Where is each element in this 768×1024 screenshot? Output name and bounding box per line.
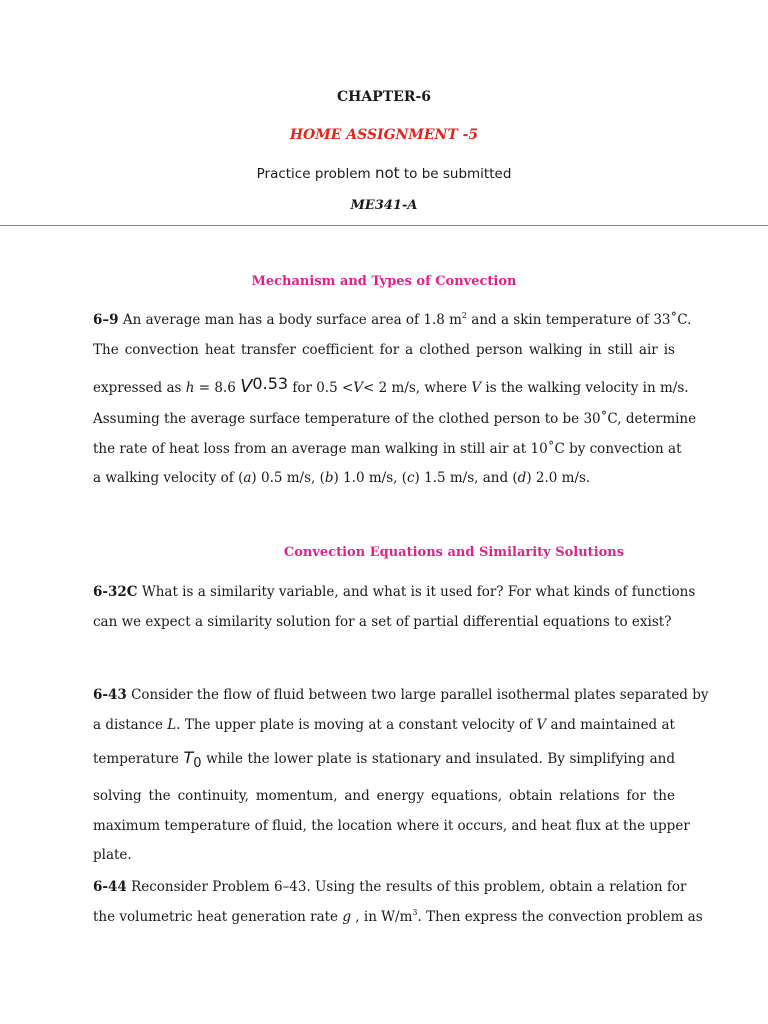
problem-text: the volumetric heat generation rate [93, 908, 343, 925]
problem-line [93, 578, 696, 608]
problem-text: Consider the flow of fluid between two large parallel isothermal plates separated by [126, 687, 709, 703]
problem-text: . The upper plate is moving at a constant velocity of [176, 716, 537, 733]
variable-t: T [183, 748, 194, 767]
problem-6-9 [93, 306, 697, 494]
problem-number: 6–9 [93, 312, 119, 328]
section-title-mechanism: Mechanism and Types of Convection [251, 274, 517, 289]
practice-note-after: to be submitted [399, 166, 512, 182]
problem-text: ) 0.5 m/s, ( [251, 470, 325, 486]
problem-text: and maintained at [546, 716, 675, 733]
variable-g: g [342, 908, 351, 925]
problem-text: and a skin temperature of 33˚C. [467, 312, 692, 328]
problem-6-43 [93, 681, 709, 871]
problem-text: Reconsider Problem 6–43. Using the results of this problem, obtain a relation for [126, 879, 687, 895]
problem-text: is the walking velocity in m/s. [481, 380, 689, 396]
variable-v: V [353, 380, 364, 396]
part-label: c [406, 470, 415, 486]
problem-text: for 0.5 < [288, 380, 354, 396]
chapter-title: CHAPTER-6 [336, 89, 432, 105]
problem-number: 6-44 [93, 879, 127, 895]
problem-text: = 8.6 [194, 380, 241, 396]
problem-text: . Then express the convection problem as [417, 908, 703, 925]
problem-text: expressed as [93, 380, 186, 396]
problem-line [93, 740, 675, 782]
assignment-title: HOME ASSIGNMENT -5 [289, 127, 479, 143]
problem-line: The convection heat transfer coefficient for a clothed person walking in still air is [93, 341, 675, 358]
subscript: 0 [193, 756, 202, 771]
problem-line [93, 365, 689, 405]
problem-line: solving the continuity, momentum, and energy equations, obtain relations for the [93, 788, 675, 804]
problem-text: a distance [93, 716, 168, 733]
problem-line: maximum temperature of fluid, the location where it occurs, and heat flux at the upper [93, 817, 690, 834]
header-divider [0, 225, 768, 226]
problem-text: < 2 m/s, where [363, 380, 472, 396]
problem-6-44 [93, 873, 703, 932]
problem-line: the rate of heat loss from an average man walking in still air at 10˚C by convection at [93, 440, 682, 457]
part-label: b [324, 470, 334, 486]
problem-text: ) 1.5 m/s, and ( [414, 470, 518, 486]
variable-v: V [471, 380, 482, 396]
problem-line: Assuming the average surface temperature of the clothed person to be 30˚C, determine [93, 411, 697, 427]
problem-text: while the lower plate is stationary and insulated. By simplifying and [201, 751, 675, 767]
part-label: a [243, 470, 252, 486]
practice-note-emphasis: not [374, 164, 400, 182]
problem-line [93, 306, 692, 336]
problem-text: , in W/m [351, 908, 413, 925]
problem-number: 6-43 [93, 687, 127, 703]
problem-number: 6-32C [93, 584, 138, 600]
superscript: 3 [412, 907, 418, 917]
superscript: 2 [461, 311, 467, 320]
practice-note-before: Practice problem [256, 166, 375, 182]
problem-text: temperature [93, 751, 184, 767]
variable-v: V [240, 376, 253, 397]
problem-text: What is a similarity variable, and what is it used for? For what kinds of functions [137, 584, 696, 600]
problem-line [93, 873, 687, 903]
problem-line [93, 464, 675, 494]
course-code: ME341-A [350, 198, 418, 213]
exponent: 0.53 [252, 374, 289, 393]
practice-note [0, 164, 768, 182]
problem-line [93, 711, 675, 741]
problem-line: plate. [93, 847, 132, 863]
part-label: d [517, 470, 527, 486]
section-title-similarity: Convection Equations and Similarity Solutions [283, 545, 625, 560]
problem-line [93, 681, 709, 711]
variable-v: V [536, 716, 547, 733]
problem-text: ) 2.0 m/s. [526, 470, 591, 486]
problem-text: ) 1.0 m/s, ( [333, 470, 407, 486]
problem-line: can we expect a similarity solution for a set of partial differential equations to exist? [93, 613, 672, 630]
problem-text: An average man has a body surface area of 1.8 m [118, 312, 462, 328]
problem-6-32c [93, 578, 696, 637]
problem-line [93, 903, 703, 933]
variable-l: L [167, 716, 177, 733]
problem-text: a walking velocity of ( [93, 470, 244, 486]
variable-h: h [185, 380, 195, 396]
